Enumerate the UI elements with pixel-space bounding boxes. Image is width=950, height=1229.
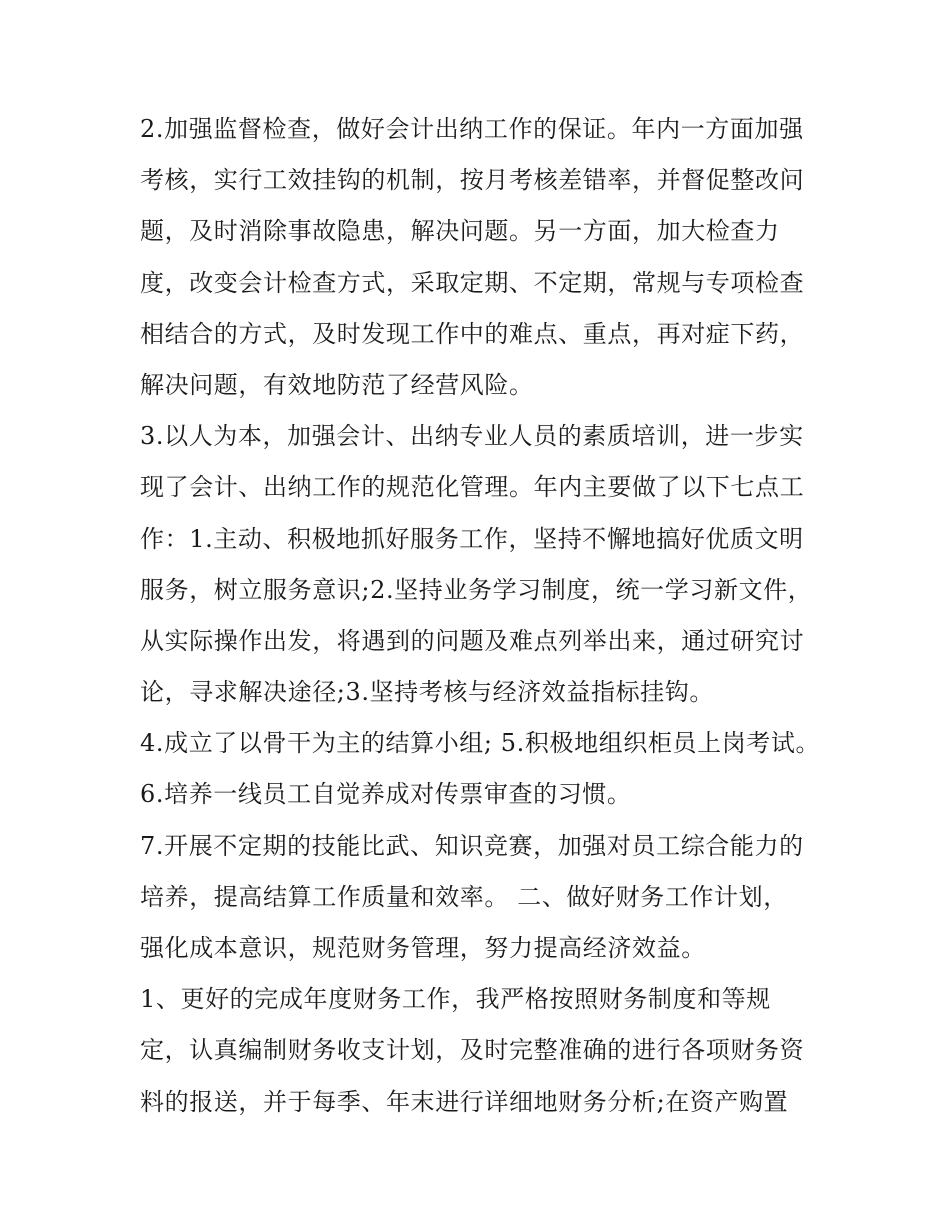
text-line: 相结合的方式，及时发现工作中的难点、重点，再对症下药， <box>140 319 805 348</box>
text-line: 4.成立了以骨干为主的结算小组; 5.积极地组织柜员上岗考试。 <box>140 729 821 758</box>
text-line: 1、更好的完成年度财务工作，我严格按照财务制度和等规 <box>140 985 771 1014</box>
text-line: 强化成本意识，规范财务管理，努力提高经济效益。 <box>140 934 706 962</box>
text-line: 从实际操作出发，将遇到的问题及难点列举出来，通过研究讨 <box>140 626 805 655</box>
text-line: 7.开展不定期的技能比武、知识竞赛，加强对员工综合能力的 <box>140 831 804 860</box>
text-line: 2.加强监督检查，做好会计出纳工作的保证。年内一方面加强 <box>140 115 804 143</box>
text-line: 服务，树立服务意识;2.坚持业务学习制度，统一学习新文件， <box>140 575 813 604</box>
text-line: 论，寻求解决途径;3.坚持考核与经济效益指标挂钩。 <box>140 678 714 707</box>
text-line: 考核，实行工效挂钩的机制，按月考核差错率，并督促整改问 <box>140 166 805 195</box>
text-line: 解决问题，有效地防范了经营风险。 <box>140 370 534 399</box>
text-line: 培养，提高结算工作质量和效率。 二、做好财务工作计划， <box>140 882 788 911</box>
text-line: 定，认真编制财务收支计划，及时完整准确的进行各项财务资 <box>140 1036 805 1065</box>
text-line: 6.培养一线员工自觉养成对传票审查的习惯。 <box>140 780 632 809</box>
text-line: 作：1.主动、积极地抓好服务工作，坚持不懈地搞好优质文明 <box>140 524 804 553</box>
text-line: 现了会计、出纳工作的规范化管理。年内主要做了以下七点工 <box>140 473 805 502</box>
text-line: 度，改变会计检查方式，采取定期、不定期，常规与专项检查 <box>140 268 805 297</box>
text-line: 3.以人为本，加强会计、出纳专业人员的素质培训，进一步实 <box>140 422 804 451</box>
text-line: 题，及时消除事故隐患，解决问题。另一方面，加大检查力 <box>140 217 780 246</box>
document-body <box>140 104 830 1128</box>
text-line: 料的报送，并于每季、年末进行详细地财务分析;在资产购置 <box>140 1087 789 1116</box>
